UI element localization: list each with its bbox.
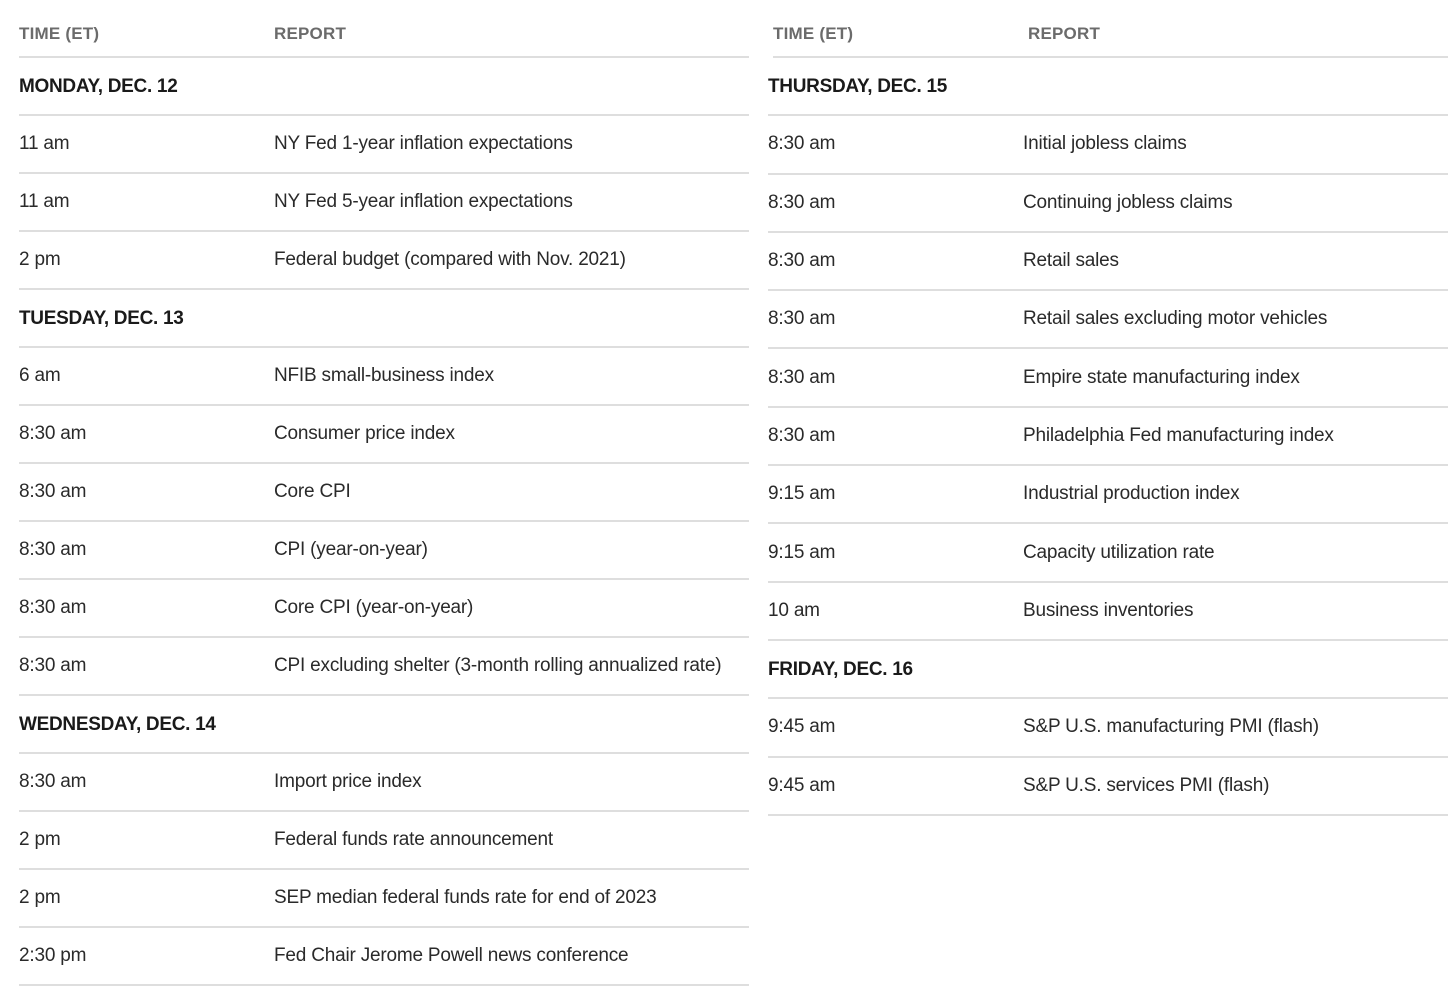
table-row <box>19 348 749 406</box>
time-cell: 2 pm <box>19 249 61 270</box>
time-cell: 9:45 am <box>768 774 836 796</box>
report-cell: Fed Chair Jerome Powell news conference <box>274 945 629 966</box>
report-cell: Initial jobless claims <box>1023 133 1187 155</box>
report-cell: CPI (year-on-year) <box>274 539 428 560</box>
time-cell: 11 am <box>19 191 70 212</box>
report-cell: Retail sales <box>1023 250 1119 272</box>
table-row <box>19 116 749 174</box>
time-cell: 11 am <box>19 133 70 154</box>
table-row <box>768 758 1448 816</box>
report-cell: NY Fed 5-year inflation expectations <box>274 191 573 212</box>
report-cell: Federal funds rate announcement <box>274 829 553 850</box>
time-cell: 8:30 am <box>768 250 836 272</box>
time-cell: 8:30 am <box>768 133 836 155</box>
table-row <box>19 928 749 986</box>
report-cell: Continuing jobless claims <box>1023 191 1233 213</box>
day-header-wednesday: WEDNESDAY, DEC. 14 <box>19 696 749 754</box>
table-row <box>768 116 1448 174</box>
report-cell: NY Fed 1-year inflation expectations <box>274 133 573 154</box>
report-cell: SEP median federal funds rate for end of 2023 <box>274 887 657 908</box>
time-cell: 8:30 am <box>768 424 836 446</box>
table-row <box>768 291 1448 349</box>
table-row <box>19 232 749 290</box>
day-header-thursday: THURSDAY, DEC. 15 <box>768 58 1448 116</box>
day-header-tuesday: TUESDAY, DEC. 13 <box>19 290 749 348</box>
time-cell: 8:30 am <box>19 655 87 676</box>
report-cell: Empire state manufacturing index <box>1023 366 1300 388</box>
report-cell: S&P U.S. services PMI (flash) <box>1023 774 1270 796</box>
column-header-time: TIME (ET) <box>773 24 854 43</box>
report-cell: Federal budget (compared with Nov. 2021) <box>274 249 626 270</box>
table-row <box>19 580 749 638</box>
table-row <box>19 464 749 522</box>
table-row <box>19 406 749 464</box>
schedule-table-left <box>19 0 749 986</box>
table-row <box>19 754 749 812</box>
report-cell: Business inventories <box>1023 599 1194 621</box>
table-row <box>19 812 749 870</box>
report-cell: NFIB small-business index <box>274 365 494 386</box>
table-row <box>768 699 1448 757</box>
report-cell: Core CPI <box>274 481 351 502</box>
time-cell: 8:30 am <box>768 366 836 388</box>
table-row <box>768 175 1448 233</box>
table-row <box>768 583 1448 641</box>
time-cell: 8:30 am <box>19 423 87 444</box>
report-cell: Import price index <box>274 771 422 792</box>
time-cell: 9:45 am <box>768 716 836 738</box>
time-cell: 2 pm <box>19 887 61 908</box>
report-cell: Philadelphia Fed manufacturing index <box>1023 424 1334 446</box>
table-row <box>19 870 749 928</box>
report-cell: Consumer price index <box>274 423 455 444</box>
table-header <box>773 0 1448 58</box>
table-row <box>19 522 749 580</box>
report-cell: Industrial production index <box>1023 483 1240 505</box>
time-cell: 8:30 am <box>768 191 836 213</box>
time-cell: 8:30 am <box>19 481 87 502</box>
report-cell: Core CPI (year-on-year) <box>274 597 474 618</box>
table-row <box>19 174 749 232</box>
table-row <box>768 349 1448 407</box>
time-cell: 9:15 am <box>768 483 836 505</box>
day-header-friday: FRIDAY, DEC. 16 <box>768 641 1448 699</box>
day-header-monday: MONDAY, DEC. 12 <box>19 58 749 116</box>
report-cell: Retail sales excluding motor vehicles <box>1023 308 1328 330</box>
time-cell: 8:30 am <box>19 539 87 560</box>
table-row <box>768 233 1448 291</box>
time-cell: 8:30 am <box>768 308 836 330</box>
time-cell: 9:15 am <box>768 541 836 563</box>
report-cell: Capacity utilization rate <box>1023 541 1215 563</box>
time-cell: 10 am <box>768 599 820 621</box>
report-cell: CPI excluding shelter (3-month rolling annualized rate) <box>274 655 722 676</box>
column-header-report: REPORT <box>1028 24 1101 43</box>
report-cell: S&P U.S. manufacturing PMI (flash) <box>1023 716 1319 738</box>
time-cell: 2:30 pm <box>19 945 87 966</box>
column-header-report: REPORT <box>274 24 347 43</box>
table-row <box>768 408 1448 466</box>
time-cell: 8:30 am <box>19 597 87 618</box>
schedule-table-right <box>768 0 1448 816</box>
time-cell: 2 pm <box>19 829 61 850</box>
time-cell: 6 am <box>19 365 61 386</box>
table-row <box>768 466 1448 524</box>
column-header-time: TIME (ET) <box>19 24 100 43</box>
table-header <box>19 0 749 58</box>
table-row <box>768 524 1448 582</box>
table-row <box>19 638 749 696</box>
time-cell: 8:30 am <box>19 771 87 792</box>
